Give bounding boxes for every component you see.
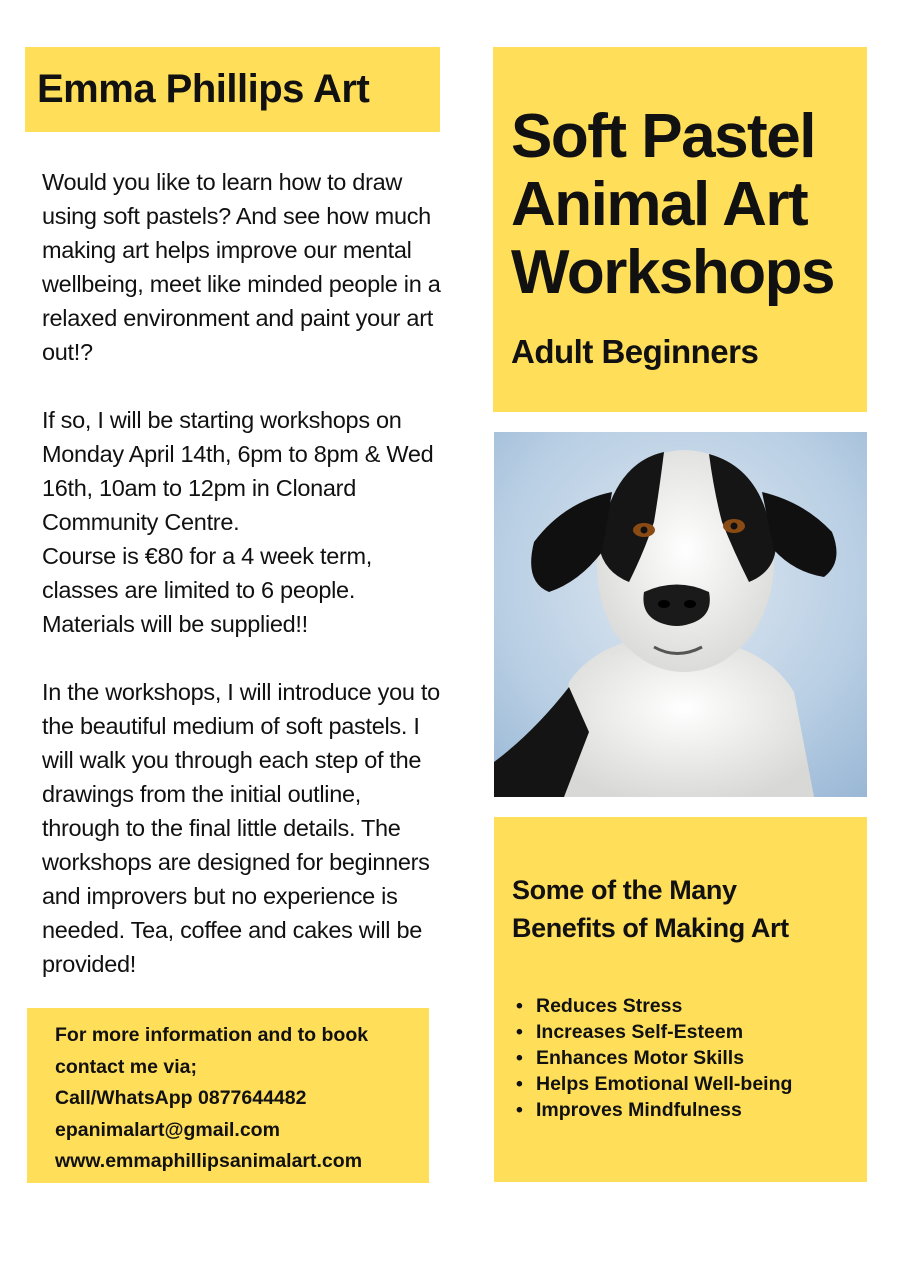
- benefits-heading-line: Some of the Many: [512, 875, 737, 905]
- benefits-box: [494, 817, 867, 1182]
- contact-line: For more information and to book: [55, 1024, 369, 1046]
- title-line: Workshops: [511, 238, 834, 307]
- intro-paragraph: If so, I will be starting workshops on Monday April 14th, 6pm to 8pm & Wed 16th, 10am to 12pm in Clonard Community Centre. Course is €80 for a 4 week term, classes are limited to 6 people. Materials will be supplied!!: [42, 407, 434, 637]
- benefits-list: [512, 993, 867, 1123]
- contact-email[interactable]: epanimalart@gmail.com: [55, 1118, 280, 1141]
- title-line: Soft Pastel: [511, 102, 815, 171]
- title-box: [493, 47, 867, 412]
- benefits-heading-line: Benefits of Making Art: [512, 913, 789, 943]
- benefits-heading: [512, 871, 867, 947]
- intro-text: [42, 165, 442, 981]
- list-item: • Enhances Motor Skills: [536, 1045, 867, 1071]
- contact-line: contact me via;: [55, 1055, 197, 1078]
- brand-name: Emma Phillips Art: [37, 67, 370, 111]
- contact-website[interactable]: www.emmaphillipsanimalart.com: [55, 1150, 363, 1172]
- dog-portrait-icon: [494, 432, 867, 797]
- intro-paragraph: In the workshops, I will introduce you to the beautiful medium of soft pastels. I will walk you through each step of the drawings from the initial outline, through to the final little details. The workshops are designed for beginners and improvers but no experience is needed. Tea, coffee and cakes will be provided!: [42, 679, 440, 977]
- list-item: • Helps Emotional Well-being: [536, 1071, 867, 1097]
- list-item: • Reduces Stress: [536, 993, 867, 1019]
- contact-phone[interactable]: Call/WhatsApp 0877644482: [55, 1087, 307, 1109]
- contact-box: [27, 1008, 429, 1183]
- list-item: • Increases Self-Esteem: [536, 1019, 867, 1045]
- subtitle: Adult Beginners: [511, 333, 759, 370]
- dog-portrait-image: [494, 432, 867, 797]
- brand-header: [25, 47, 440, 132]
- intro-paragraph: Would you like to learn how to draw using soft pastels? And see how much making art helps improve our mental wellbeing, meet like minded people in a relaxed environment and paint your art out!?: [42, 169, 441, 365]
- list-item: • Improves Mindfulness: [536, 1097, 867, 1123]
- title-line: Animal Art: [511, 170, 808, 239]
- page-title: [511, 103, 867, 307]
